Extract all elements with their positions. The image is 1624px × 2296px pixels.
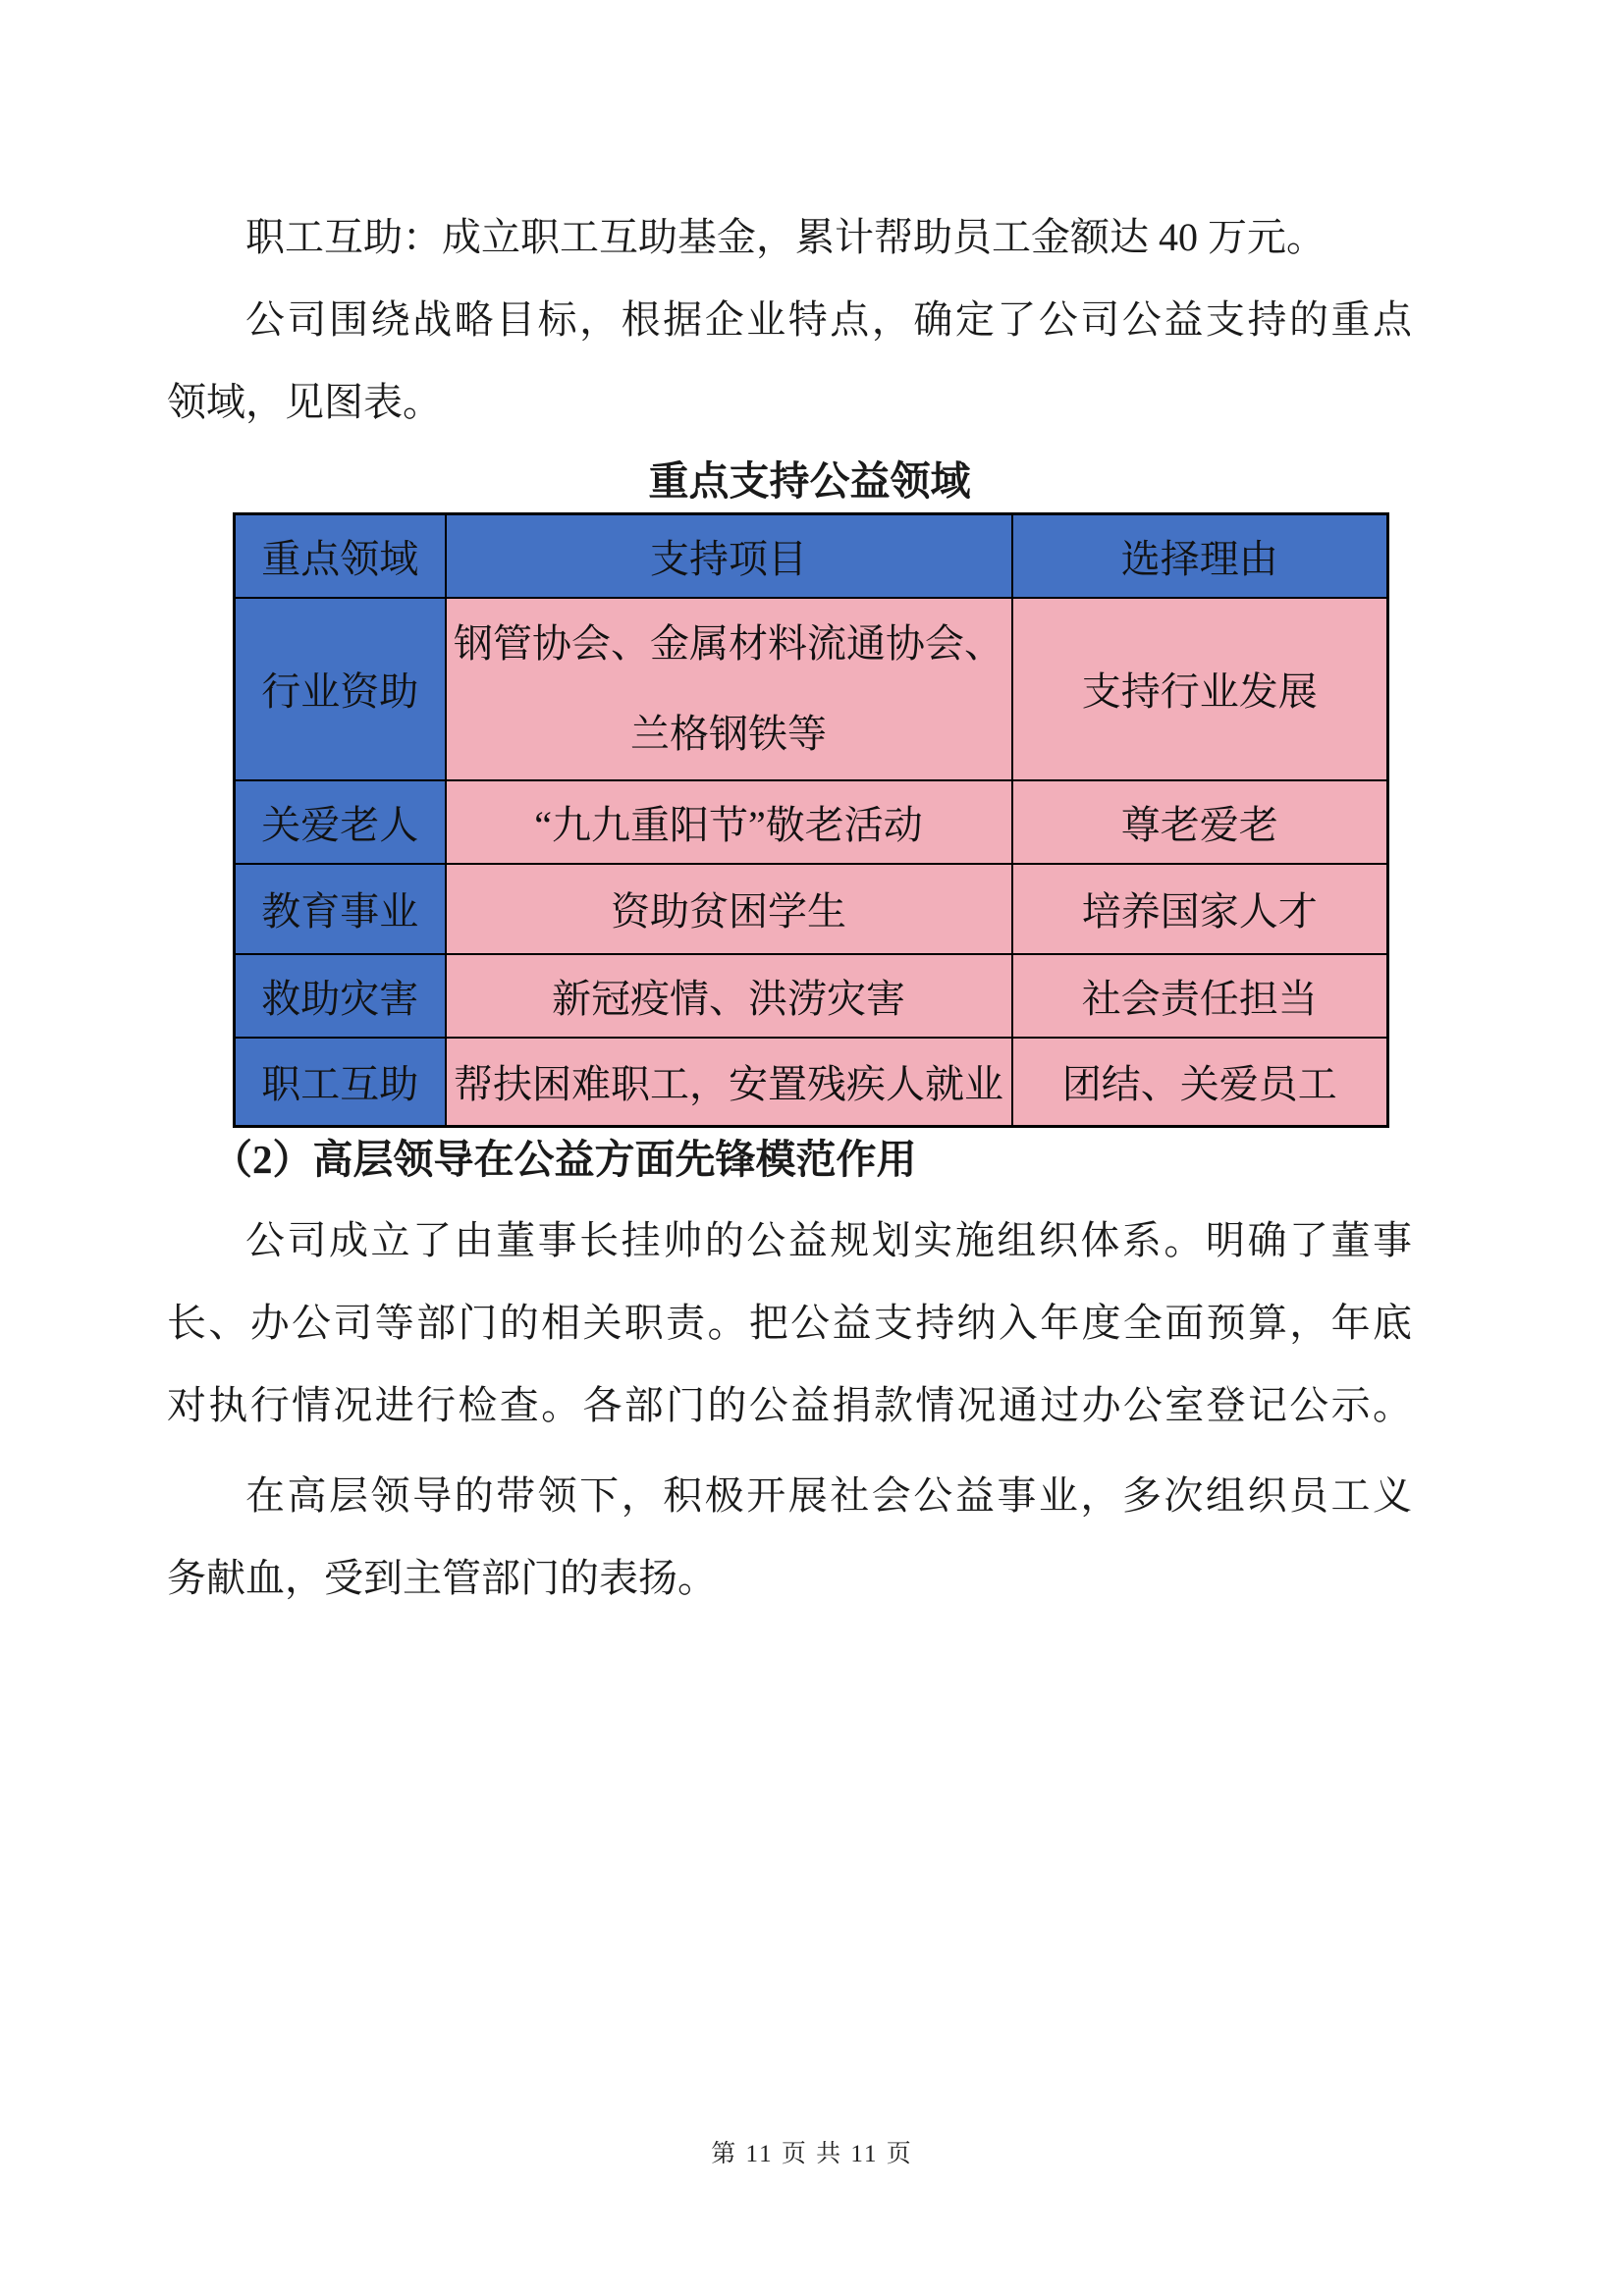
table-row [235,1038,1388,1127]
paragraph-line: 长、办公司等部门的相关职责。把公益支持纳入年度全面预算，年底 [167,1301,1412,1345]
project-line: 钢管协会、金属材料流通协会、 [454,620,1003,666]
table-title: 重点支持公益领域 [648,458,971,504]
body-paragraph [167,1200,1412,1447]
table-header-cell: 选择理由 [1012,514,1388,598]
table-cell-reason: 团结、关爱员工 [1012,1038,1388,1127]
table-cell-reason: 尊老爱老 [1012,780,1388,864]
table-cell-reason: 支持行业发展 [1012,598,1388,780]
table-cell-project: “九九重阳节”敬老活动 [446,780,1012,864]
paragraph-line: 务献血，受到主管部门的表扬。 [167,1556,717,1600]
body-paragraph [167,1455,1412,1620]
paragraph-line: 对执行情况进行检查。各部门的公益捐款情况通过办公室登记公示。 [167,1383,1412,1427]
table-header-cell: 重点领域 [235,514,446,598]
support-areas-table [233,512,1389,1128]
table-cell-area: 职工互助 [235,1038,446,1127]
table-row [235,864,1388,954]
project-line: 兰格钢铁等 [630,711,827,756]
table-cell-area: 救助灾害 [235,954,446,1038]
table-cell-project: 新冠疫情、洪涝灾害 [446,954,1012,1038]
table-cell-reason: 培养国家人才 [1012,864,1388,954]
page-number-footer: 第 11 页 共 11 页 [711,2141,913,2167]
table-cell-area: 教育事业 [235,864,446,954]
intro-paragraphs [167,196,1412,444]
table-cell-area: 行业资助 [235,598,446,780]
table-cell-project [446,598,1012,780]
table-cell-reason: 社会责任担当 [1012,954,1388,1038]
paragraph-line: 公司围绕战略目标，根据企业特点，确定了公司公益支持的重点 [245,297,1412,342]
table-cell-area: 关爱老人 [235,780,446,864]
paragraph-line: 职工互助：成立职工互助基金，累计帮助员工金额达 40 万元。 [245,215,1326,259]
paragraph-line: 领域，见图表。 [167,380,442,424]
table-row [235,954,1388,1038]
table-cell-project: 资助贫困学生 [446,864,1012,954]
table-header-row [235,514,1388,598]
table-row [235,780,1388,864]
table-cell-project: 帮扶困难职工，安置残疾人就业 [446,1038,1012,1127]
table-row [235,598,1388,780]
table-header-cell: 支持项目 [446,514,1012,598]
paragraph-line: 在高层领导的带领下，积极开展社会公益事业，多次组织员工义 [245,1473,1412,1518]
section-heading: （2）高层领导在公益方面先锋模范作用 [212,1137,917,1182]
paragraph-line: 公司成立了由董事长挂帅的公益规划实施组织体系。明确了董事 [245,1218,1412,1262]
